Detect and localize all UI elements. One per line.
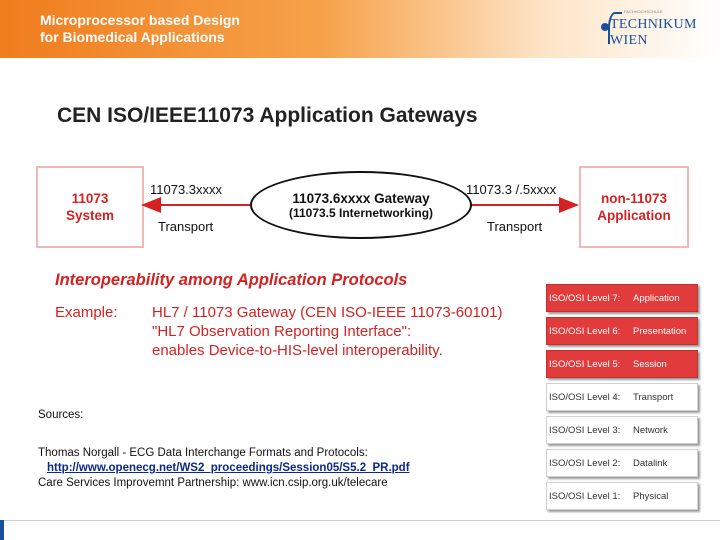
- sources-heading: Sources:: [38, 409, 84, 421]
- gateway-subtitle: (11073.5 Internetworking): [288, 205, 434, 220]
- header-title-line2: for Biomedical Applications: [40, 29, 225, 45]
- left-transport-code: 11073.3xxxx: [150, 182, 223, 197]
- logo-text: TECHNIKUM WIEN: [610, 17, 697, 48]
- osi-level-7-name: Application: [633, 292, 680, 304]
- osi-level-4: [546, 383, 698, 411]
- osi-level-1-number: ISO/OSI Level 1:: [549, 490, 621, 502]
- osi-level-7: [546, 284, 698, 312]
- osi-level-1-name: Physical: [633, 490, 669, 502]
- header-title-line1: Microprocessor based Design: [40, 12, 240, 28]
- example-line-3: enables Device-to-HIS-level interoperability.: [152, 342, 443, 359]
- right-transport-label: Transport: [487, 219, 543, 234]
- interop-heading: Interoperability among Application Protocols: [55, 271, 408, 289]
- source-link[interactable]: http://www.openecg.net/WS2_proceedings/Session05/S5.2_PR.pdf: [47, 462, 410, 474]
- system-box-line2: System: [65, 208, 115, 223]
- gateway-name: 11073.6xxxx Gateway: [292, 190, 430, 206]
- application-box-line1: non-11073: [600, 191, 668, 206]
- osi-level-5-name: Session: [633, 358, 667, 370]
- example-line-1: HL7 / 11073 Gateway (CEN ISO-IEEE 11073-60101): [152, 304, 503, 321]
- osi-level-3: [546, 416, 698, 444]
- osi-level-5-number: ISO/OSI Level 5:: [549, 358, 621, 370]
- osi-level-2: [546, 449, 698, 477]
- osi-level-1: [546, 482, 698, 510]
- example-line-2: "HL7 Observation Reporting Interface":: [152, 323, 412, 340]
- osi-level-6-name: Presentation: [633, 325, 687, 337]
- osi-level-2-name: Datalink: [633, 457, 668, 469]
- source-line-3: Care Services Improvemnt Partnership: www.icn.csip.org.uk/telecare: [38, 477, 388, 489]
- osi-level-5: [546, 350, 698, 378]
- left-transport-label: Transport: [158, 219, 214, 234]
- osi-level-4-name: Transport: [633, 391, 674, 403]
- right-transport-code: 11073.3 /.5xxxx: [466, 182, 557, 197]
- example-label: Example:: [55, 304, 118, 321]
- osi-level-4-number: ISO/OSI Level 4:: [549, 391, 621, 403]
- osi-level-6: [546, 317, 698, 345]
- footer-divider: [0, 520, 720, 521]
- source-line-1: Thomas Norgall - ECG Data Interchange Formats and Protocols:: [38, 447, 368, 459]
- footer-mark: [0, 520, 4, 540]
- osi-level-3-name: Network: [633, 424, 668, 436]
- osi-level-6-number: ISO/OSI Level 6:: [549, 325, 621, 337]
- osi-level-2-number: ISO/OSI Level 2:: [549, 457, 621, 469]
- osi-level-7-number: ISO/OSI Level 7:: [549, 292, 621, 304]
- slide-title: CEN ISO/IEEE11073 Application Gateways: [57, 104, 478, 127]
- gateway-ellipse: [250, 171, 472, 239]
- application-box-line2: Application: [597, 208, 671, 223]
- system-box-line1: 11073: [71, 191, 109, 206]
- logo-subtitle: FACHHOCHSCHULE: [624, 9, 663, 14]
- osi-level-3-number: ISO/OSI Level 3:: [549, 424, 621, 436]
